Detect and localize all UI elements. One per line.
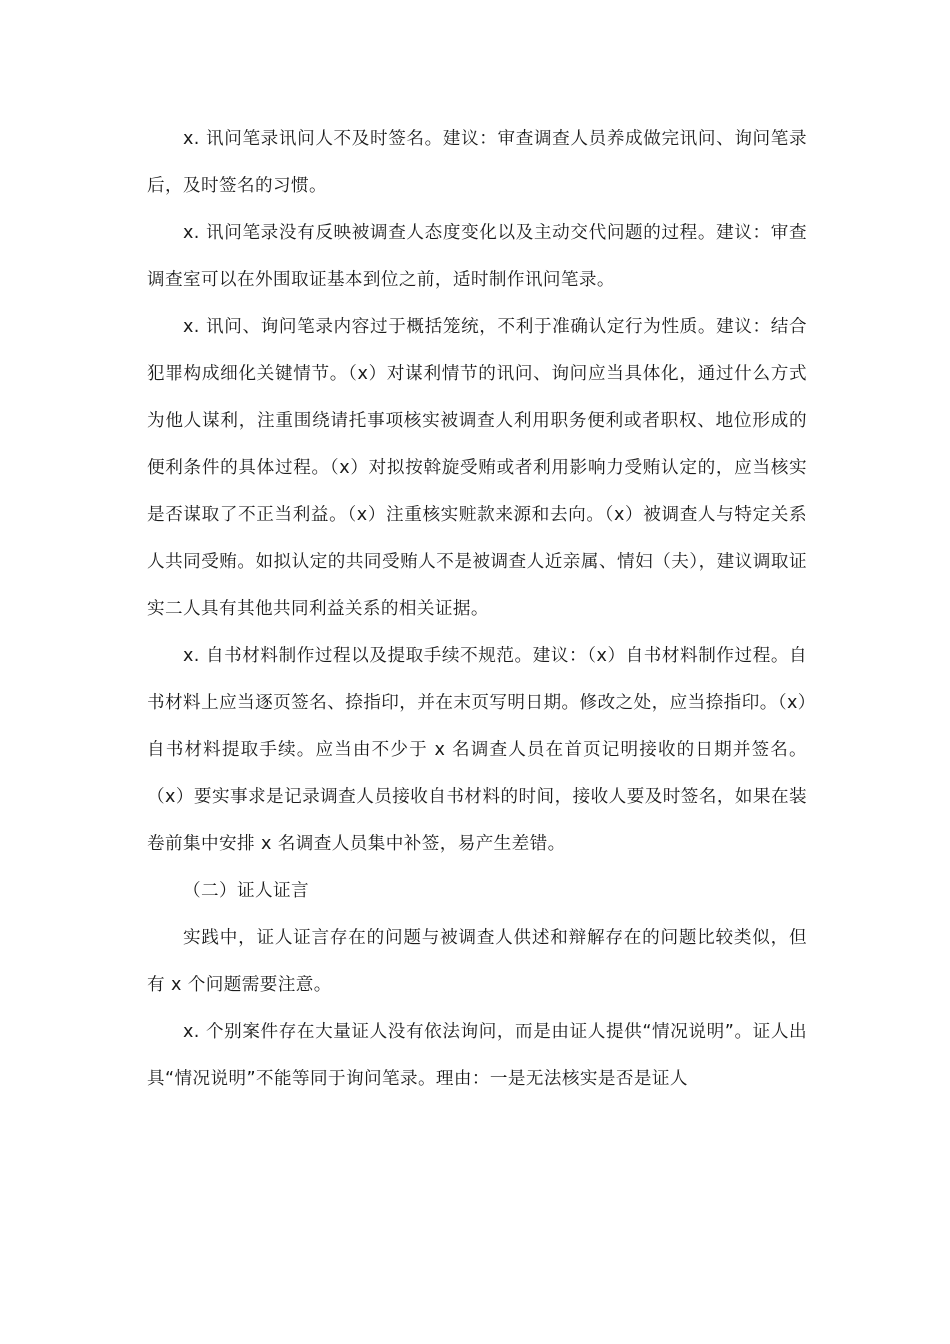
section-heading-witness-testimony: （二）证人证言 <box>183 881 309 901</box>
paragraph-situation-statement: x. 个别案件存在大量证人没有依法询问，而是由证人提供“情况说明”。证人出具“情况说明”不能等同于询问笔录。理由：一是无法核实是否是证人 <box>147 1022 807 1089</box>
paragraph-witness-practice: 实践中，证人证言存在的问题与被调查人供述和辩解存在的问题比较类似，但有 x 个问题需要注意。 <box>147 928 807 995</box>
paragraph-self-written-material: x. 自书材料制作过程以及提取手续不规范。建议：（x）自书材料制作过程。自书材料上应当逐页签名、捺指印，并在末页写明日期。修改之处，应当捺指印。（x）自书材料提取手续。应当由不少于 x 名调查人员在首页记明接收的日期并签名。（x）要实事求是记录调查人员接收自书材料的时间，接收人要及时签名，如果在装卷前集中安排 x 名调查人员集中补签，易产生差错。 <box>147 646 807 854</box>
document-body <box>147 116 807 1103</box>
paragraph-attitude-change: x. 讯问笔录没有反映被调查人态度变化以及主动交代问题的过程。建议：审查调查室可以在外围取证基本到位之前，适时制作讯问笔录。 <box>147 223 807 290</box>
paragraph-signature-timeliness: x. 讯问笔录讯问人不及时签名。建议：审查调查人员养成做完讯问、询问笔录后，及时签名的习惯。 <box>147 129 807 196</box>
paragraph-record-detail: x. 讯问、询问笔录内容过于概括笼统，不利于准确认定行为性质。建议：结合犯罪构成细化关键情节。（x）对谋利情节的讯问、询问应当具体化，通过什么方式为他人谋利，注重围绕请托事项核实被调查人利用职务便利或者职权、地位形成的便利条件的具体过程。（x）对拟按斡旋受贿或者利用影响力受贿认定的，应当核实是否谋取了不正当利益。（x）注重核实赃款来源和去向。（x）被调查人与特定关系人共同受贿。如拟认定的共同受贿人不是被调查人近亲属、情妇（夫），建议调取证实二人具有其他共同利益关系的相关证据。 <box>147 317 807 619</box>
